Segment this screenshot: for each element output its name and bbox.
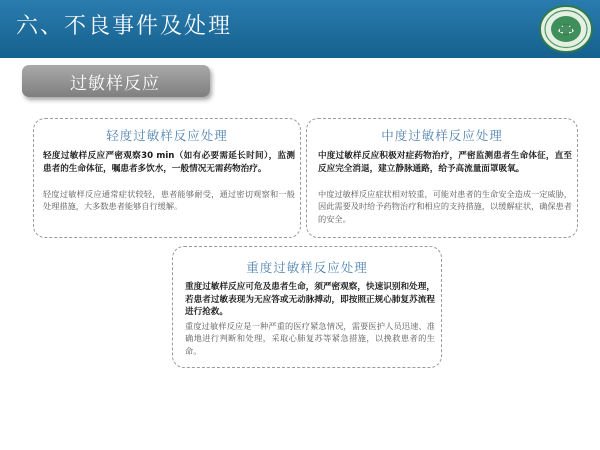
moderate-reaction-card <box>306 118 578 238</box>
mild-card-detail-text: 轻度过敏样反应通常症状较轻，患者能够耐受，通过密切观察和一般处理措施，大多数患者能够自行缓解。 <box>43 189 295 212</box>
section-tab <box>22 65 210 97</box>
section-tab-label: 过敏样反应 <box>70 73 160 94</box>
severe-card-key-text: 重度过敏样反应可危及患者生命，须严密观察，快速识别和处理，若患者过敏表现为无应答或无动脉搏动，即按照正规心肺复苏流程进行抢救。 <box>185 282 435 318</box>
header-bar <box>0 0 600 58</box>
severe-card-title: 重度过敏样反应处理 <box>246 260 368 275</box>
page-title: 六、不良事件及处理 <box>16 14 233 39</box>
mild-reaction-card <box>33 118 301 238</box>
severe-reaction-card <box>172 246 442 368</box>
mild-card-key-text: 轻度过敏样反应严密观察30 min（如有必要需延长时间），监测患者的生命体征，嘱患者多饮水，一般情况无需药物治疗。 <box>43 151 295 174</box>
mild-card-title: 轻度过敏样反应处理 <box>106 128 228 143</box>
severe-card-detail-text: 重度过敏样反应是一种严重的医疗紧急情况，需要医护人员迅速、准确地进行判断和处理，采取心肺复苏等紧急措施，以挽救患者的生命。 <box>185 321 435 356</box>
moderate-card-title: 中度过敏样反应处理 <box>381 128 503 143</box>
hospital-emblem-icon <box>534 2 598 56</box>
moderate-card-detail-text: 中度过敏样反应症状相对较重，可能对患者的生命安全造成一定威胁，因此需要及时给予药物治疗和相应的支持措施，以缓解症状，确保患者的安全。 <box>318 189 572 224</box>
moderate-card-key-text: 中度过敏样反应积极对症药物治疗，严密监测患者生命体征，直至反应完全消退，建立静脉通路，给予高流量面罩吸氧。 <box>318 151 572 174</box>
